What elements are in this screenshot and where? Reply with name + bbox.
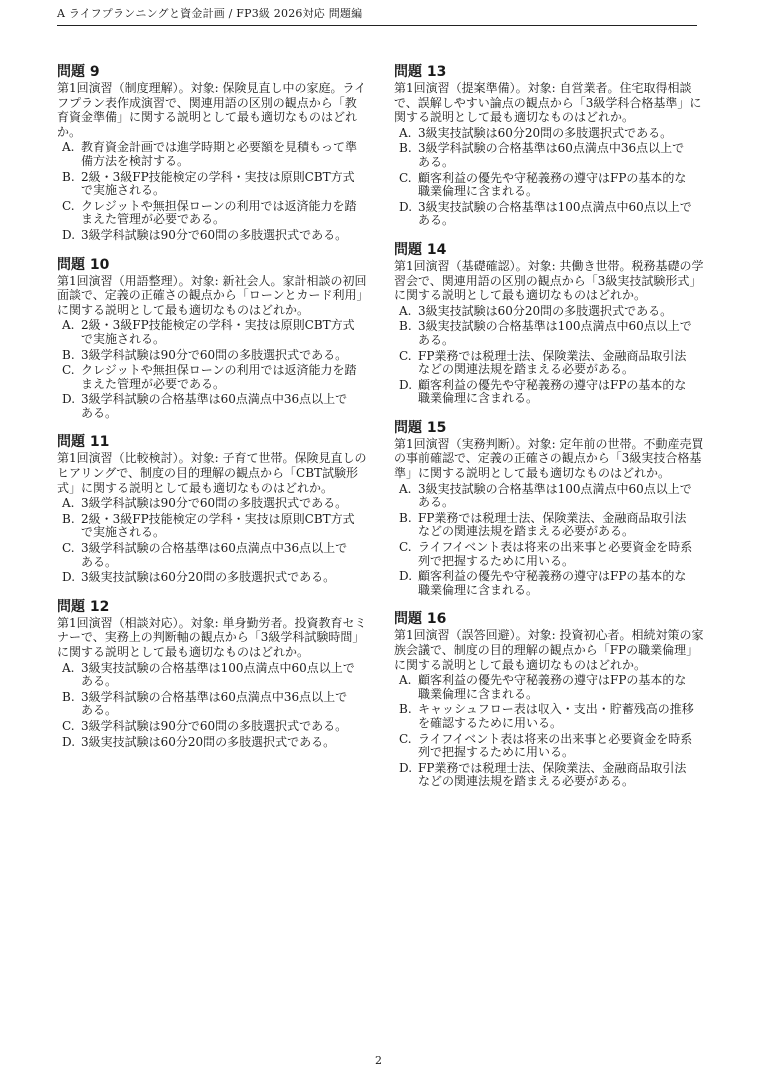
option-label: A. (399, 125, 412, 140)
option-label: C. (399, 731, 412, 746)
option-label: D. (62, 570, 76, 585)
option-text: クレジットや無担保ローンの利用では返済能力を踏まえた管理が必要である。 (81, 363, 357, 391)
option-text: 3級学科試験は90分で60問の多肢選択式である。 (81, 227, 348, 242)
option-label: A. (399, 481, 412, 496)
option-label: B. (399, 510, 412, 525)
option-text: 2級・3級FP技能検定の学科・実技は原則CBT方式で実施される。 (81, 511, 355, 540)
answer-option (394, 320, 704, 347)
question-block (57, 434, 367, 584)
answer-option (394, 733, 704, 760)
answer-options (57, 141, 367, 242)
option-text: 教育資金計画では進学時期と必要額を見積もって準備方法を検討する。 (81, 140, 358, 168)
question-stem: 第1回演習（誤答回避）。対象: 投資初心者。相続対策の家族会議で、制度の目的理解の観点から「FPの職業倫理」に関する説明として最も適切なものはどれか。 (394, 628, 704, 672)
answer-option (394, 512, 704, 539)
left-column (57, 64, 367, 763)
option-text: ライフイベント表は将来の出来事と必要資金を時系列で把握するために用いる。 (418, 731, 693, 760)
option-text: キャッシュフロー表は収入・支出・貯蓄残高の推移を確認するために用いる。 (418, 702, 694, 730)
question-title: 問題 11 (57, 434, 110, 451)
option-label: B. (399, 319, 412, 334)
option-text: 3級実技試験は60分20問の多肢選択式である。 (81, 570, 336, 585)
option-text: FP業務では税理士法、保険業法、金融商品取引法などの関連法規を踏まえる必要がある。 (418, 510, 687, 539)
page-number: 2 (375, 1054, 382, 1067)
question-title: 問題 14 (394, 241, 447, 258)
question-block (394, 64, 704, 228)
question-stem: 第1回演習（比較検討）。対象: 子育て世帯。保険見直しのヒアリングで、制度の目的理解の観点から「CBT試験形式」に関する説明として最も適切なものはどれか。 (57, 451, 367, 495)
option-text: 3級学科試験は90分で60問の多肢選択式である。 (81, 347, 348, 362)
answer-option (57, 141, 367, 168)
answer-options (57, 497, 367, 585)
option-text: 3級学科試験の合格基準は60点満点中36点以上である。 (81, 392, 348, 420)
answer-options (57, 662, 367, 750)
option-label: C. (62, 363, 75, 378)
question-block (57, 64, 367, 243)
option-text: クレジットや無担保ローンの利用では返済能力を踏まえた管理が必要である。 (81, 198, 357, 227)
answer-option (57, 171, 367, 198)
answer-option (394, 703, 704, 730)
option-label: C. (62, 541, 75, 556)
option-text: 3級学科試験の合格基準は60点満点中36点以上である。 (81, 689, 348, 718)
question-title: 問題 13 (394, 64, 447, 80)
option-text: 3級実技試験の合格基準は100点満点中60点以上である。 (418, 481, 692, 510)
answer-option (57, 364, 367, 391)
question-stem: 第1回演習（提案準備）。対象: 自営業者。住宅取得相談で、誤解しやすい論点の観点から「3級学科合格基準」に関する説明として最も適切なものはどれか。 (394, 81, 702, 125)
option-text: 3級学科試験は90分で60問の多肢選択式である。 (81, 718, 348, 733)
option-text: 2級・3級FP技能検定の学科・実技は原則CBT方式で実施される。 (81, 169, 355, 198)
option-text: 3級実技試験の合格基準は100点満点中60点以上である。 (81, 660, 355, 689)
option-text: 顧客利益の優先や守秘義務の遵守はFPの基本的な職業倫理に含まれる。 (418, 569, 687, 597)
option-label: D. (62, 734, 76, 749)
question-block (394, 611, 704, 789)
option-text: 3級学科試験は90分で60問の多肢選択式である。 (81, 496, 348, 511)
answer-option (57, 319, 367, 346)
question-stem: 第1回演習（相談対応）。対象: 単身勤労者。投資教育セミナーで、実務上の判断軸の観点から「3級学科試験時間」に関する説明として最も適切なものはどれか。 (57, 615, 367, 659)
option-label: D. (399, 569, 413, 584)
option-text: 顧客利益の優先や守秘義務の遵守はFPの基本的な職業倫理に含まれる。 (418, 377, 687, 406)
option-label: B. (399, 702, 412, 717)
option-label: C. (62, 198, 75, 213)
option-label: A. (62, 660, 75, 675)
option-text: 3級実技試験は60分20問の多肢選択式である。 (81, 734, 336, 749)
answer-option (394, 674, 704, 701)
answer-option (57, 691, 367, 718)
option-text: 3級学科試験の合格基準は60点満点中36点以上である。 (418, 141, 685, 169)
option-text: 2級・3級FP技能検定の学科・実技は原則CBT方式で実施される。 (81, 318, 355, 346)
option-label: A. (399, 303, 412, 318)
option-text: 3級学科試験の合格基準は60点満点中36点以上である。 (81, 541, 348, 569)
question-title: 問題 16 (394, 611, 447, 628)
running-header: A ライフプランニングと資金計画 / FP3級 2026対応 問題編 (57, 5, 697, 26)
option-label: D. (399, 377, 413, 392)
option-label: A. (62, 318, 75, 333)
answer-option (57, 200, 367, 227)
question-title: 問題 12 (57, 598, 110, 615)
option-label: C. (399, 170, 412, 185)
answer-option (394, 762, 704, 789)
question-block (394, 420, 704, 598)
answer-option (57, 349, 367, 363)
option-text: 3級実技試験の合格基準は100点満点中60点以上である。 (418, 319, 692, 347)
answer-option (57, 542, 367, 569)
answer-option (394, 201, 704, 228)
answer-option (394, 483, 704, 510)
answer-option (57, 736, 367, 750)
option-label: A. (62, 140, 75, 155)
answer-option (57, 393, 367, 420)
option-label: A. (62, 496, 75, 511)
option-label: D. (399, 199, 413, 214)
question-title: 問題 10 (57, 256, 110, 273)
question-block (394, 242, 704, 406)
option-label: C. (399, 540, 412, 555)
option-label: B. (62, 511, 75, 526)
answer-option (394, 379, 704, 406)
answer-options (394, 127, 704, 228)
answer-option (394, 305, 704, 319)
answer-option (57, 229, 367, 243)
answer-options (394, 674, 704, 789)
option-text: 3級実技試験の合格基準は100点満点中60点以上である。 (418, 199, 692, 228)
option-text: 3級実技試験は60分20問の多肢選択式である。 (418, 125, 673, 140)
answer-option (57, 497, 367, 511)
question-stem: 第1回演習（基礎確認）。対象: 共働き世帯。税務基礎の学習会で、関連用語の区別の観点から「3級実技試験形式」に関する説明として最も適切なものはどれか。 (394, 258, 704, 303)
answer-options (394, 305, 704, 406)
question-title: 問題 9 (57, 64, 100, 80)
answer-option (394, 570, 704, 597)
option-text: 顧客利益の優先や守秘義務の遵守はFPの基本的な職業倫理に含まれる。 (418, 170, 687, 199)
right-column (394, 64, 704, 803)
option-label: C. (62, 718, 75, 733)
option-label: B. (62, 169, 75, 184)
answer-options (394, 483, 704, 598)
answer-option (394, 541, 704, 568)
answer-option (394, 142, 704, 169)
answer-option (57, 513, 367, 540)
option-label: B. (399, 141, 412, 156)
option-text: 3級実技試験は60分20問の多肢選択式である。 (418, 303, 673, 318)
option-text: FP業務では税理士法、保険業法、金融商品取引法などの関連法規を踏まえる必要がある。 (418, 348, 687, 377)
question-title: 問題 15 (394, 419, 447, 436)
option-label: D. (399, 760, 413, 775)
question-block (57, 599, 367, 749)
answer-option (57, 720, 367, 734)
option-text: FP業務では税理士法、保険業法、金融商品取引法などの関連法規を踏まえる必要がある。 (418, 760, 687, 789)
question-block (57, 257, 367, 421)
question-stem: 第1回演習（制度理解）。対象: 保険見直し中の家庭。ライフプラン表作成演習で、関連用語の区別の観点から「教育資金準備」に関する説明として最も適切なものはどれか。 (57, 81, 367, 139)
answer-options (57, 319, 367, 420)
option-label: C. (399, 348, 412, 363)
question-stem: 第1回演習（用語整理）。対象: 新社会人。家計相談の初回面談で、定義の正確さの観点から「ローンとカード利用」に関する説明として最も適切なものはどれか。 (57, 273, 367, 317)
option-label: B. (62, 689, 75, 704)
option-label: A. (399, 673, 412, 688)
option-text: 顧客利益の優先や守秘義務の遵守はFPの基本的な職業倫理に含まれる。 (418, 673, 687, 701)
answer-option (394, 350, 704, 377)
option-label: B. (62, 347, 75, 362)
answer-option (57, 571, 367, 585)
answer-option (57, 662, 367, 689)
answer-option (394, 172, 704, 199)
answer-option (394, 127, 704, 141)
question-stem: 第1回演習（実務判断）。対象: 定年前の世帯。不動産売買の事前確認で、定義の正確さの観点から「3級実技合格基準」に関する説明として最も適切なものはどれか。 (394, 436, 704, 481)
option-label: D. (62, 392, 76, 407)
option-label: D. (62, 227, 76, 242)
option-text: ライフイベント表は将来の出来事と必要資金を時系列で把握するために用いる。 (418, 540, 693, 568)
